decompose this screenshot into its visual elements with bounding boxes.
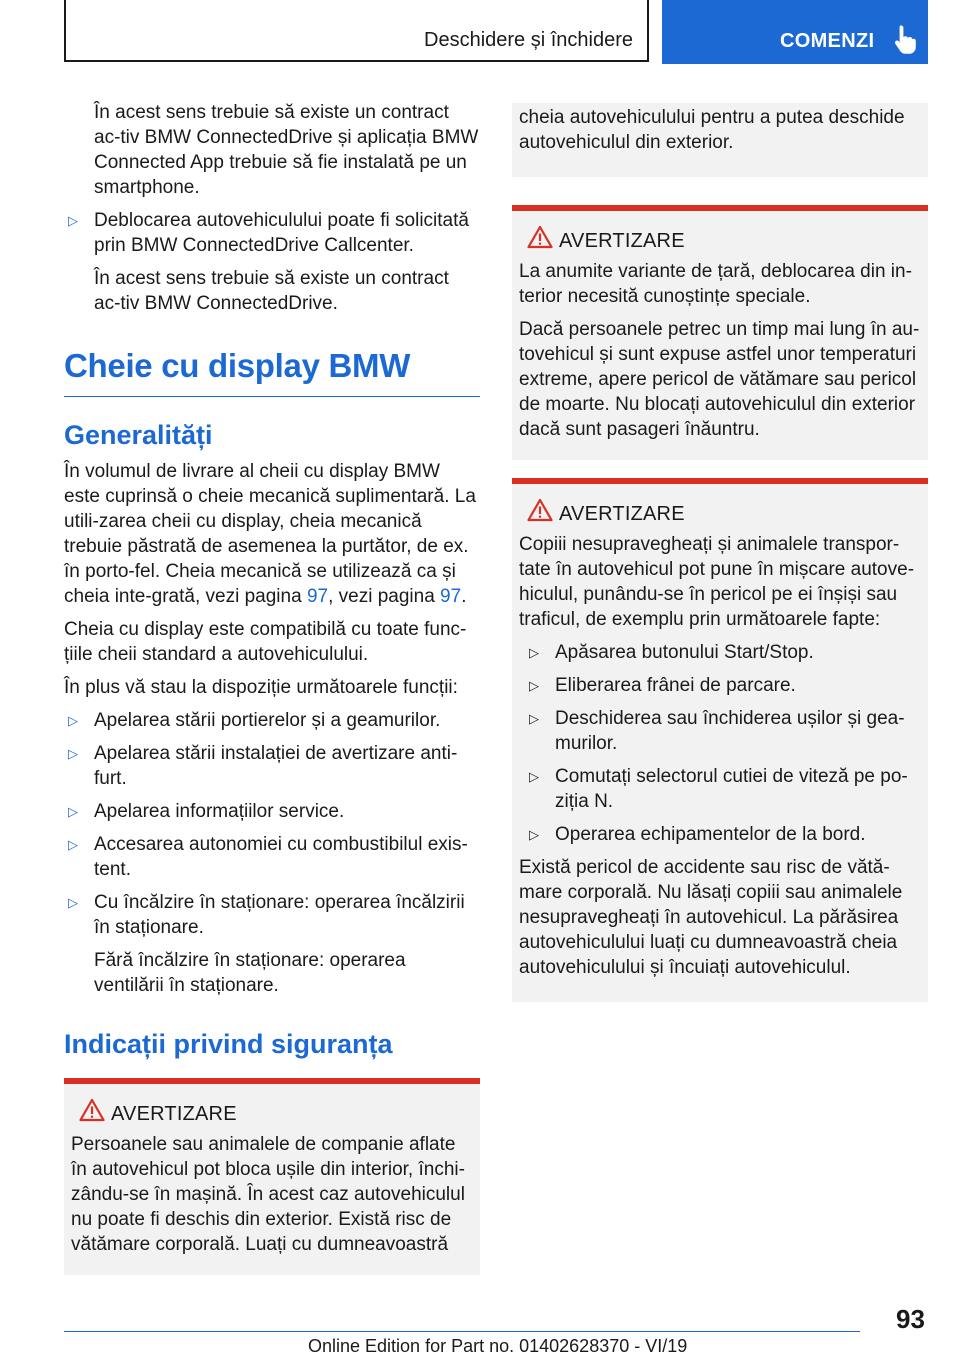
list-item: ▷ Accesarea autonomiei cu combustibilul exis-tent. bbox=[68, 834, 468, 880]
left-column bbox=[64, 100, 480, 1293]
warning-text: Dacă persoanele petrec un timp mai lung în au-tovehicul și sunt expuse astfel unor temperaturi extreme, apere pericol de vătămare sau pericol de moarte. Nu blocați autovehiculul din exterior dacă sunt pasageri înăuntru. bbox=[519, 319, 920, 440]
footer-divider bbox=[64, 1331, 860, 1332]
page-header bbox=[64, 0, 928, 64]
chapter-heading: Cheie cu display BMW bbox=[64, 346, 480, 397]
paragraph: În acest sens trebuie să existe un contract ac-tiv BMW ConnectedDrive. bbox=[94, 268, 449, 314]
triangle-bullet-icon: ▷ bbox=[68, 804, 78, 819]
warning-header bbox=[519, 498, 921, 532]
paragraph: În volumul de livrare al cheii cu display BMW este cuprinsă o cheie mecanică suplimentară. La utili-zarea cheii cu display, cheia mecanică trebuie păstrată de asemenea la purtător, de ex. în porto-fel. Cheia mecanică se utilizează ca și cheia inte-grată, vezi pagina 97, vezi pagina 97. bbox=[64, 461, 476, 607]
warning-text: Copiii nesupravegheați și animalele transpor-tate în autovehicul pot pune în mișcare autove-hiculul, punându-se în pericol pe ei înșiși sau traficul, de exemplu prin următoarele fapte: bbox=[519, 534, 915, 630]
header-chapter-tab[interactable] bbox=[662, 0, 928, 64]
triangle-bullet-icon: ▷ bbox=[68, 713, 78, 728]
footer-edition: Online Edition for Part no. 01402628370 - VI/19 bbox=[308, 1336, 688, 1356]
warning-header bbox=[71, 1098, 473, 1132]
warning-text: Există pericol de accidente sau risc de vătă-mare corporală. Nu lăsați copiii sau animalele nesupravegheați în autovehicul. La părăsirea autovehiculului luați cu dumneavoastră cheia autovehiculului și încuiați autovehiculul. bbox=[519, 857, 903, 978]
right-column bbox=[512, 103, 928, 1020]
triangle-bullet-icon: ▷ bbox=[529, 678, 539, 693]
triangle-bullet-icon: ▷ bbox=[68, 895, 78, 910]
page-link[interactable]: 97 bbox=[306, 586, 329, 607]
triangle-bullet-icon: ▷ bbox=[68, 746, 78, 761]
warning-header bbox=[519, 225, 921, 259]
paragraph: Cheia cu display este compatibilă cu toate func-țiile cheii standard a autovehiculului. bbox=[64, 619, 467, 665]
warning-box-continuation bbox=[512, 103, 928, 177]
header-section-title: Deschidere și închidere bbox=[424, 29, 633, 51]
page-number: 93 bbox=[896, 1304, 925, 1334]
list-item: ▷ Comutați selectorul cutiei de viteză pe po-ziția N. bbox=[529, 766, 908, 812]
warning-text: cheia autovehiculului pentru a putea deschide autovehiculul din exterior. bbox=[519, 107, 905, 153]
page-link[interactable]: 97 bbox=[440, 586, 462, 607]
warning-triangle-icon bbox=[527, 225, 553, 249]
warning-box bbox=[64, 1078, 480, 1275]
triangle-bullet-icon: ▷ bbox=[529, 827, 539, 842]
warning-text: Persoanele sau animalele de companie aflate în autovehicul pot bloca ușile din interior, închi-zându-se în mașină. În acest caz autovehiculul nu poate fi deschis din exterior. Există risc de vătămare corporală. Luați cu dumneavoastră bbox=[71, 1134, 465, 1255]
list-item: ▷ Apelarea stării portierelor și a geamurilor. bbox=[68, 710, 441, 731]
section-heading-safety: Indicații privind siguranța bbox=[64, 1029, 393, 1059]
warning-title: AVERTIZARE bbox=[559, 503, 685, 525]
list-item: ▷ Deblocarea autovehiculului poate fi solicitată prin BMW ConnectedDrive Callcenter. bbox=[68, 210, 469, 256]
list-item: ▷ Apelarea stării instalației de avertizare anti-furt. bbox=[68, 743, 458, 789]
triangle-bullet-icon: ▷ bbox=[68, 213, 78, 228]
warning-triangle-icon bbox=[79, 1098, 105, 1122]
warning-box bbox=[512, 205, 928, 460]
pointing-hand-icon bbox=[894, 24, 916, 54]
list-item: ▷ Cu încălzire în staționare: operarea încălzirii în staționare. bbox=[68, 892, 465, 938]
list-item: ▷ Eliberarea frânei de parcare. bbox=[529, 675, 796, 696]
triangle-bullet-icon: ▷ bbox=[68, 837, 78, 852]
warning-text: La anumite variante de țară, deblocarea din in-terior necesită cunoștințe speciale. bbox=[519, 261, 912, 307]
warning-box bbox=[512, 478, 928, 1002]
warning-title: AVERTIZARE bbox=[111, 1103, 237, 1125]
triangle-bullet-icon: ▷ bbox=[529, 769, 539, 784]
list-item: ▷ Apăsarea butonului Start/Stop. bbox=[529, 642, 814, 663]
paragraph: În plus vă stau la dispoziție următoarele funcții: bbox=[64, 677, 458, 698]
header-section-box bbox=[64, 0, 649, 62]
triangle-bullet-icon: ▷ bbox=[529, 711, 539, 726]
section-heading-general: Generalități bbox=[64, 420, 213, 450]
paragraph: Fără încălzire în staționare: operarea ventilării în staționare. bbox=[94, 950, 406, 996]
paragraph: În acest sens trebuie să existe un contract ac-tiv BMW ConnectedDrive și aplicația BMW Connected App trebuie să fie instalată pe un smartphone. bbox=[94, 102, 479, 198]
list-item: ▷ Operarea echipamentelor de la bord. bbox=[529, 824, 866, 845]
triangle-bullet-icon: ▷ bbox=[529, 645, 539, 660]
list-item: ▷ Deschiderea sau închiderea ușilor și gea-murilor. bbox=[529, 708, 905, 754]
warning-triangle-icon bbox=[527, 498, 553, 522]
list-item: ▷ Apelarea informațiilor service. bbox=[68, 801, 345, 822]
header-chapter-title: COMENZI bbox=[780, 30, 875, 52]
warning-title: AVERTIZARE bbox=[559, 230, 685, 252]
